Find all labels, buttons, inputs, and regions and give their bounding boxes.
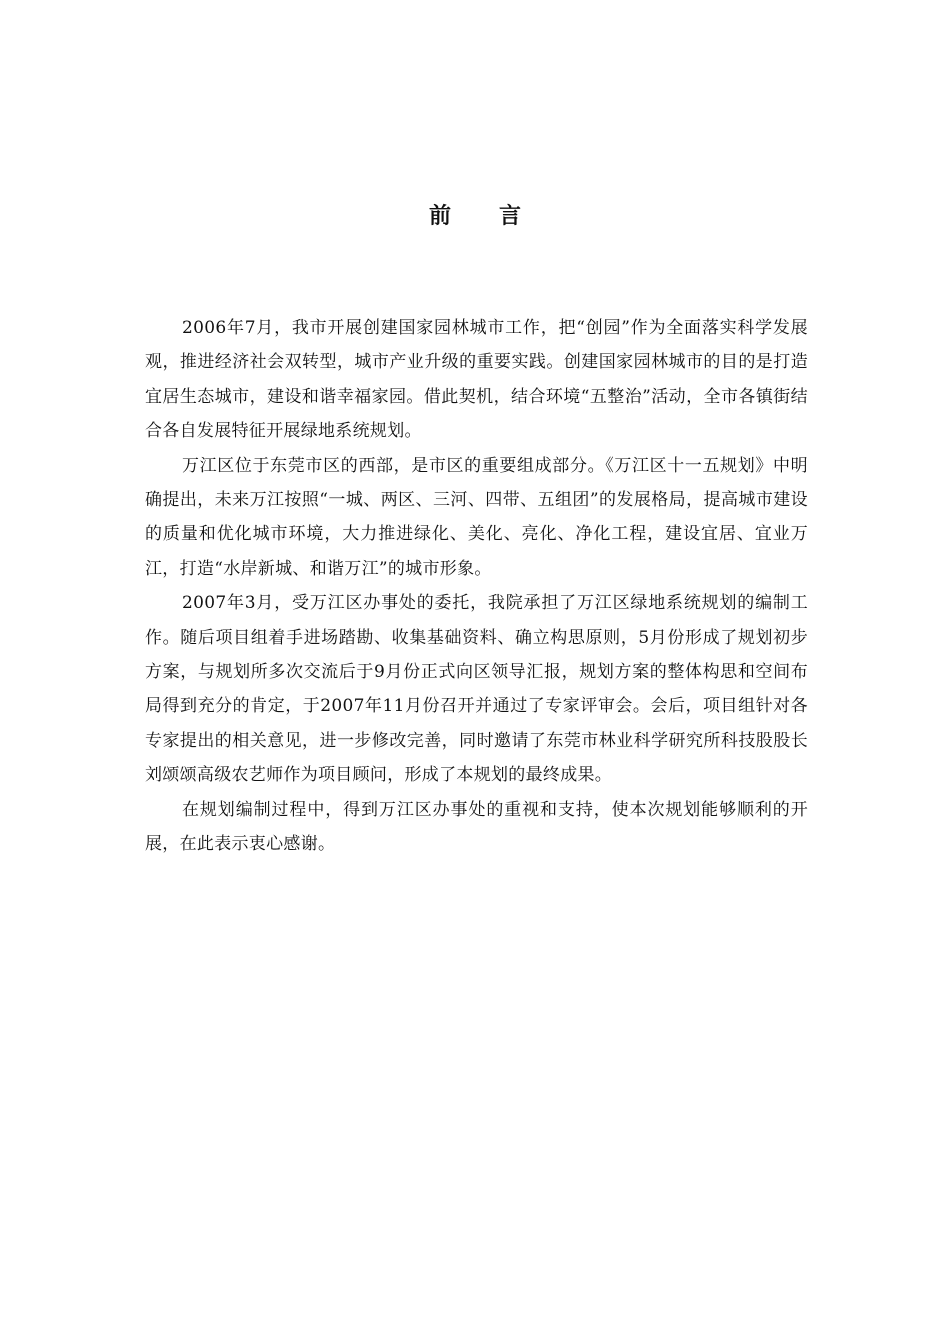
page-title: 前言	[428, 203, 569, 229]
preface-body	[145, 311, 808, 862]
paragraph-1: 2006年7月，我市开展创建国家园林城市工作，把“创园”作为全面落实科学发展观，推进经济社会双转型，城市产业升级的重要实践。创建国家园林城市的目的是打造宜居生态城市，建设和谐幸福家园。借此契机，结合环境“五整治”活动，全市各镇街结合各自发展特征开展绿地系统规划。	[145, 318, 808, 442]
paragraph-3: 2007年3月，受万江区办事处的委托，我院承担了万江区绿地系统规划的编制工作。随后项目组着手进场踏勘、收集基础资料、确立构思原则，5月份形成了规划初步方案，与规划所多次交流后于9月份正式向区领导汇报，规划方案的整体构思和空间布局得到充分的肯定，于2007年11月份召开并通过了专家评审会。会后，项目组针对各专家提出的相关意见，进一步修改完善，同时邀请了东莞市林业科学研究所科技股股长刘颂颂高级农艺师作为项目顾问，形成了本规划的最终成果。	[145, 593, 808, 786]
paragraph-2: 万江区位于东莞市区的西部，是市区的重要组成部分。《万江区十一五规划》中明确提出，未来万江按照“一城、两区、三河、四带、五组团”的发展格局，提高城市建设的质量和优化城市环境，大力推进绿化、美化、亮化、净化工程，建设宜居、宜业万江，打造“水岸新城、和谐万江”的城市形象。	[145, 455, 808, 579]
paragraph-4: 在规划编制过程中，得到万江区办事处的重视和支持，使本次规划能够顺利的开展，在此表示衷心感谢。	[145, 799, 808, 855]
